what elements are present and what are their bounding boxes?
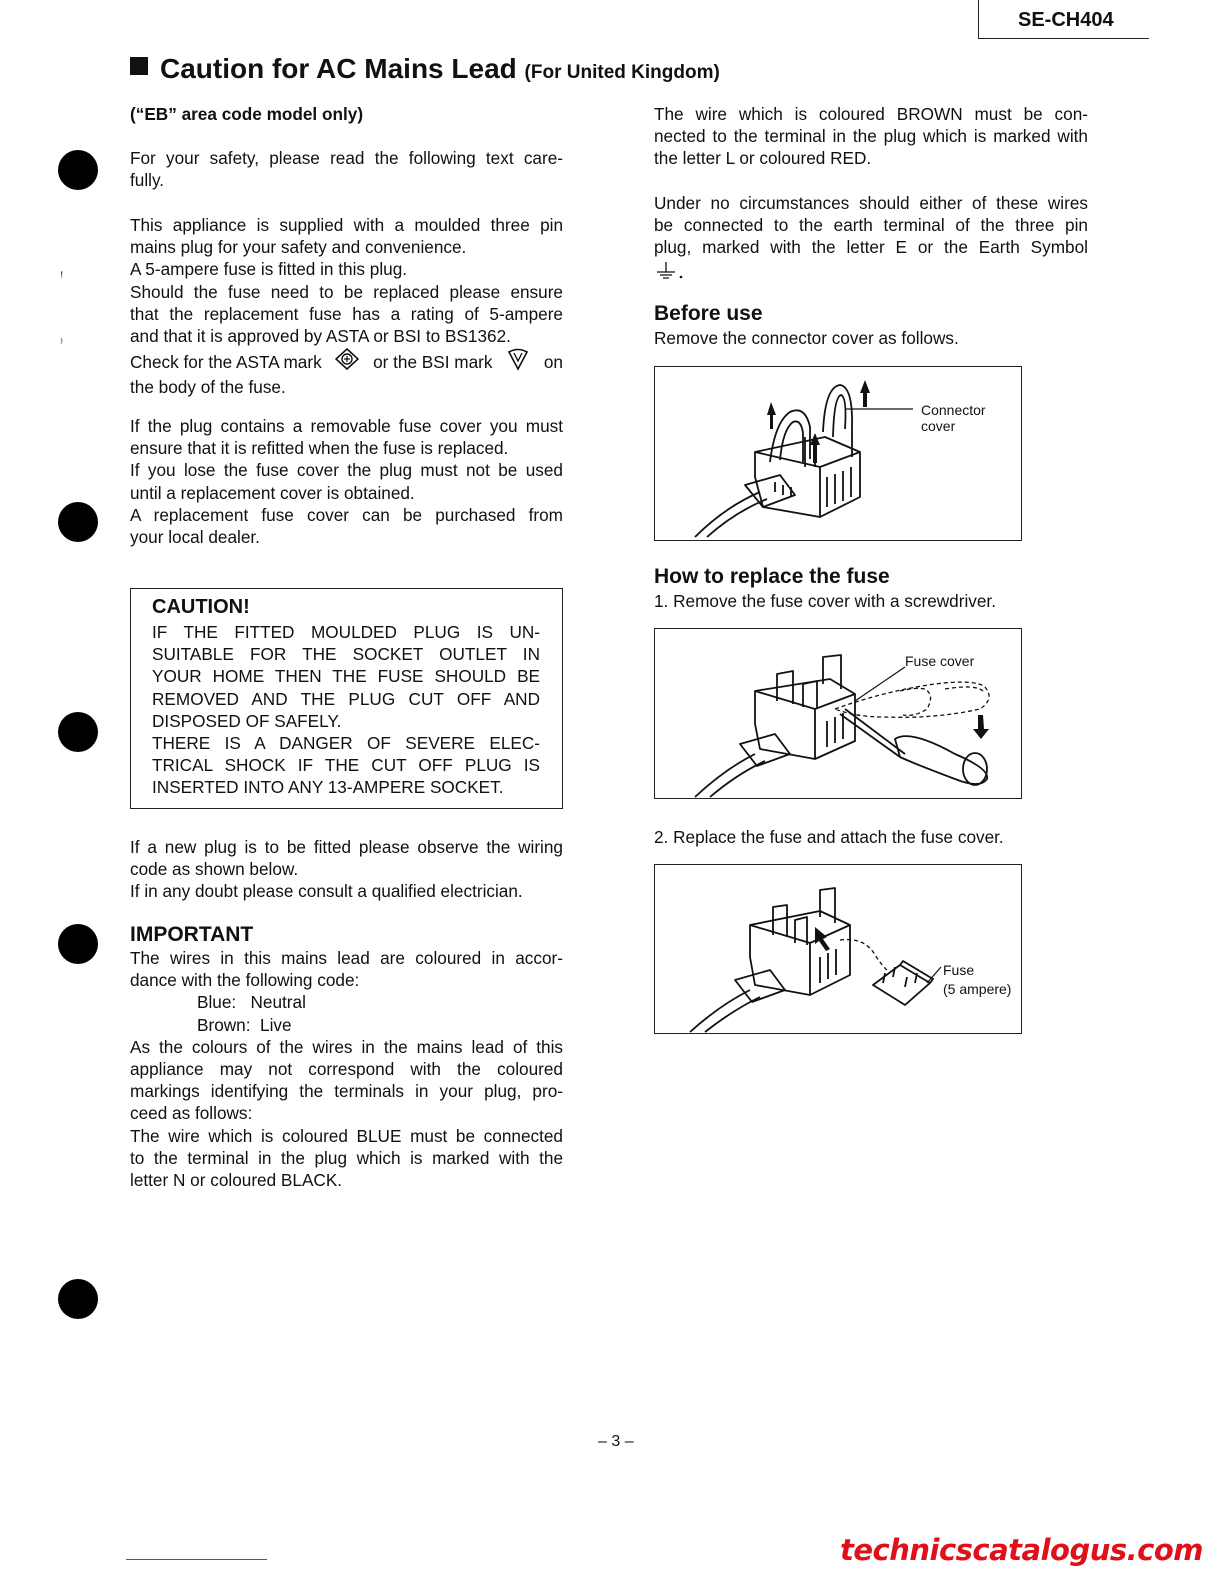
replace-fuse-heading: How to replace the fuse	[654, 565, 890, 588]
safety-paragraph	[130, 147, 563, 191]
bullet-square-icon	[130, 57, 148, 75]
text-line: YOUR HOME THEN THE FUSE SHOULD BE	[152, 666, 540, 687]
text-line: to the terminal in the plug which is marked with the	[130, 1147, 563, 1168]
text-line: TRICAL SHOCK IF THE CUT OFF PLUG IS	[152, 755, 540, 776]
text-line: ensure that it is refitted when the fuse is replaced.	[130, 438, 509, 459]
page-title	[130, 53, 720, 85]
punch-hole	[58, 502, 98, 542]
punch-hole	[58, 1279, 98, 1319]
model-number: SE-CH404	[1018, 9, 1114, 31]
text-line: A 5-ampere fuse is fitted in this plug.	[130, 259, 408, 280]
fuse-cover-label: Fuse cover	[905, 653, 975, 669]
fuse-label-1: Fuse	[943, 962, 975, 978]
bsi-kitemark-icon	[506, 347, 530, 376]
plug-connector-illustration	[655, 367, 1021, 540]
text-line: dance with the following code:	[130, 970, 360, 991]
text-line: code as shown below.	[130, 859, 299, 880]
text-line: plug, marked with the letter E or the Earth Symbol	[654, 237, 1088, 258]
caution-title: CAUTION!	[152, 596, 250, 618]
text-line: appliance may not correspond with the coloured	[130, 1059, 563, 1080]
text-line: the body of the fuse.	[130, 377, 286, 398]
text-line: The wire which is coloured BLUE must be connected	[130, 1125, 563, 1146]
text-fragment: or the BSI mark	[373, 351, 493, 372]
text-fragment: Check for the ASTA mark	[130, 351, 322, 372]
text-line: The wire which is coloured BROWN must be con-	[654, 104, 1088, 124]
text-line: A replacement fuse cover can be purchased from	[130, 504, 563, 525]
fuse-cover-paragraph	[130, 415, 563, 548]
supply-paragraph	[130, 214, 563, 399]
text-line: For your safety, please read the following text care-	[130, 148, 563, 168]
text-fragment: on	[543, 351, 563, 372]
caution-text	[152, 621, 540, 799]
area-code-note: (“EB” area code model only)	[130, 104, 364, 124]
punch-hole	[58, 712, 98, 752]
text-line: the letter L or coloured RED.	[654, 148, 872, 169]
text-line: If you lose the fuse cover the plug must not be used	[130, 460, 563, 481]
fuse-label-2: (5 ampere)	[943, 981, 1012, 997]
text-line: markings identifying the terminals in your plug, pro-	[130, 1081, 563, 1102]
scan-mark: ꜝ	[60, 272, 64, 286]
important-heading: IMPORTANT	[130, 923, 254, 946]
earth-symbol-line	[654, 259, 1088, 285]
replace-step-2: 2. Replace the fuse and attach the fuse cover.	[654, 827, 1004, 847]
text-line: THERE IS A DANGER OF SEVERE ELEC-	[152, 733, 540, 754]
asta-mark-icon	[335, 348, 359, 375]
text-line: INSERTED INTO ANY 13-AMPERE SOCKET.	[152, 777, 504, 798]
text-line: Under no circumstances should either of these wires	[654, 193, 1088, 213]
text-line: If the plug contains a removable fuse cover you must	[130, 416, 563, 436]
mark-line	[130, 347, 563, 376]
earth-paragraph	[654, 192, 1088, 285]
text-line: fully.	[130, 170, 165, 191]
punch-hole	[58, 924, 98, 964]
remove-fuse-cover-figure	[654, 628, 1022, 799]
title-sub: (For United Kingdom)	[524, 62, 720, 83]
replace-step-1: 1. Remove the fuse cover with a screwdriver.	[654, 591, 996, 611]
new-plug-paragraph	[130, 836, 563, 903]
text-line: ceed as follows:	[130, 1103, 253, 1124]
punch-hole	[58, 150, 98, 190]
text-line: that the replacement fuse has a rating of 5-ampere	[130, 303, 563, 324]
text-line: If a new plug is to be fitted please observe the wiring	[130, 837, 563, 857]
wire-code-blue: Blue: Neutral	[197, 992, 306, 1013]
text-line: letter N or coloured BLACK.	[130, 1170, 343, 1191]
watermark[interactable]: technicscatalogus.com	[840, 1533, 1203, 1567]
connector-cover-figure	[654, 366, 1022, 541]
text-line: This appliance is supplied with a moulded three pin	[130, 215, 563, 235]
screwdriver-illustration	[655, 629, 1021, 798]
text-line: until a replacement cover is obtained.	[130, 482, 415, 503]
connector-cover-label-2: cover	[921, 418, 956, 434]
scan-mark: ⁾	[60, 336, 63, 350]
text-line: If in any doubt please consult a qualified electrician.	[130, 881, 523, 902]
fuse-illustration	[655, 865, 1021, 1033]
replace-fuse-figure	[654, 864, 1022, 1034]
text-line: IF THE FITTED MOULDED PLUG IS UN-	[152, 622, 540, 642]
page-number: – 3 –	[598, 1433, 634, 1450]
important-paragraph	[130, 947, 563, 1191]
text-line: nected to the terminal in the plug which is marked with	[654, 126, 1088, 147]
text-line: As the colours of the wires in the mains lead of this	[130, 1036, 563, 1057]
text-line: your local dealer.	[130, 527, 260, 548]
before-use-heading: Before use	[654, 302, 763, 325]
brown-wire-paragraph	[654, 103, 1088, 170]
before-use-text: Remove the connector cover as follows.	[654, 328, 959, 348]
text-line: The wires in this mains lead are coloured in accor-	[130, 948, 563, 968]
title-main: Caution for AC Mains Lead	[160, 53, 517, 84]
connector-cover-label-1: Connector	[921, 402, 986, 418]
text-line: SUITABLE FOR THE SOCKET OUTLET IN	[152, 644, 540, 665]
footer-rule	[126, 1559, 267, 1560]
text-line: and that it is approved by ASTA or BSI to BS1362.	[130, 326, 511, 347]
text-line: Should the fuse need to be replaced please ensure	[130, 281, 563, 302]
text-line: mains plug for your safety and convenience.	[130, 237, 467, 258]
text-line: DISPOSED OF SAFELY.	[152, 710, 342, 731]
wire-code-brown: Brown: Live	[197, 1014, 292, 1035]
earth-symbol-icon	[654, 260, 684, 285]
text-line: be connected to the earth terminal of the three pin	[654, 215, 1088, 236]
text-line: REMOVED AND THE PLUG CUT OFF AND	[152, 688, 540, 709]
